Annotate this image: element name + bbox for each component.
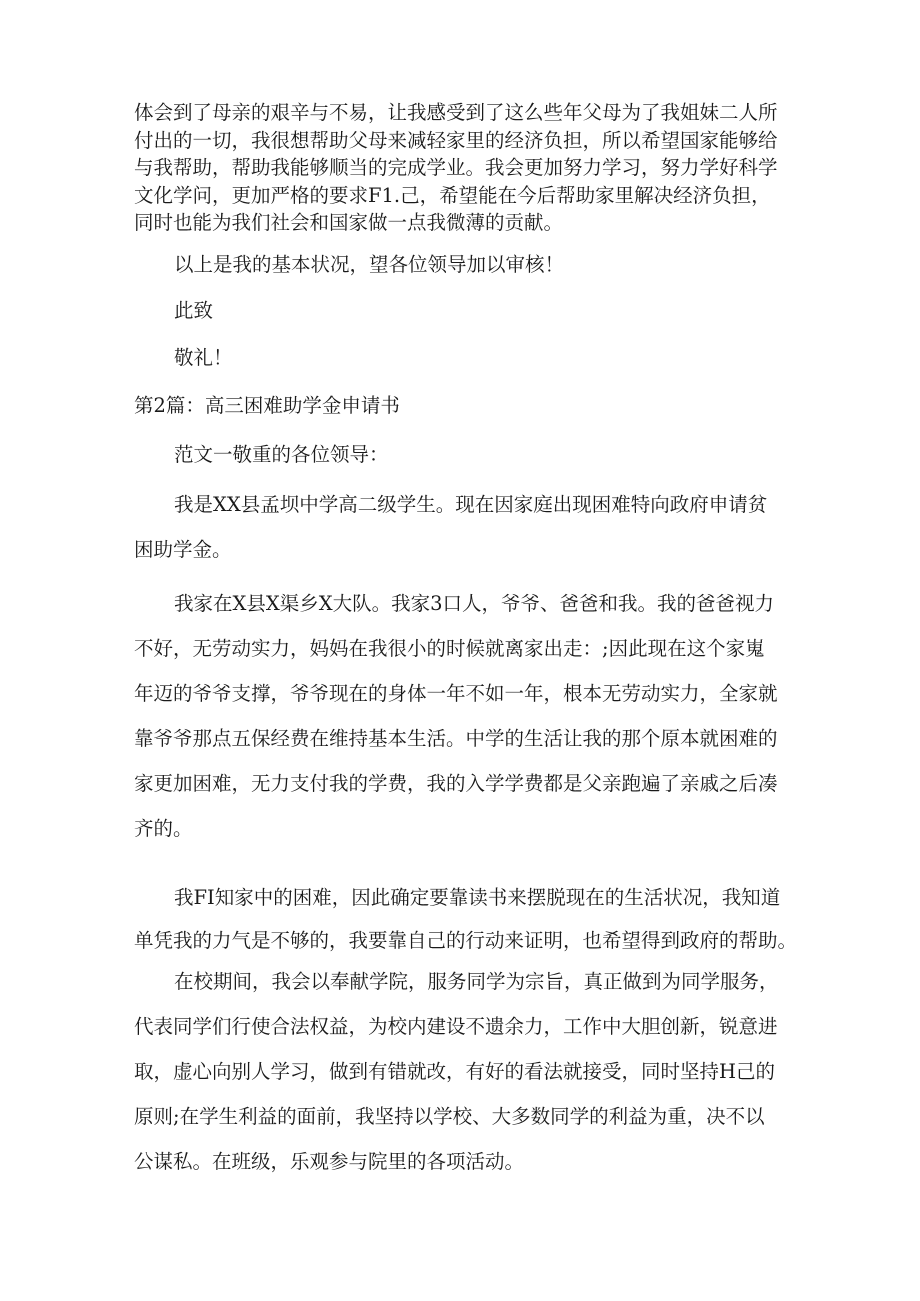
- text-line: 以上是我的基本状况，望各位领导加以审核！: [174, 253, 565, 276]
- text-line: 体会到了母亲的艰辛与不易，让我感受到了这么些年父母为了我姐妹二人所: [134, 101, 778, 124]
- paragraph-2: [134, 252, 794, 278]
- closing-salutation: [134, 298, 794, 324]
- text-line: 我是XX县孟坝中学高二级学生。现在因家庭出现困难特向政府申请贫: [174, 493, 768, 516]
- text-line: 靠爷爷那点五保经费在维持基本生活。中学的生活让我的那个原本就困难的: [134, 727, 778, 750]
- text-line: 付出的一切，我很想帮助父母来减轻家里的经济负担，所以希望国家能够给: [134, 128, 778, 152]
- text-line: 第2篇：高三困难助学金申请书: [134, 394, 400, 417]
- text-line: 在校期间，我会以奉献学院，服务同学为宗旨，真正做到为同学服务，: [174, 970, 779, 993]
- text-line: 年迈的爷爷支撑，爷爷现在的身体一年不如一年，根本无劳动实力，全家就: [134, 682, 778, 705]
- text-line: 齐的。: [134, 817, 193, 840]
- text-line: 文化学问，更加严格的要求F1.己，希望能在今后帮助家里解决经济负担，: [134, 183, 771, 207]
- text-line: 与我帮助，帮助我能够顺当的完成学业。我会更加努力学习，努力学好科学: [134, 156, 778, 179]
- paragraph-family: [134, 581, 794, 851]
- text-line: 原则;在学生利益的面前，我坚持以学校、大多数同学的利益为重，决不以: [134, 1105, 765, 1128]
- text-line: 单凭我的力气是不够的，我要靠自己的行动来证明，也希望得到政府的帮助。: [134, 929, 798, 952]
- paragraph-resolve: [134, 876, 798, 962]
- text-line: 敬礼！: [174, 346, 233, 369]
- paragraph-1: [134, 99, 794, 237]
- text-line: 此致: [174, 299, 214, 322]
- text-line: 我家在X县X渠乡X大队。我家3口人，爷爷、爸爸和我。我的爸爸视力: [174, 592, 775, 615]
- text-line: 不好，无劳动实力，妈妈在我很小的时候就离家出走：;因此现在这个家嵬: [134, 637, 765, 660]
- text-line: 取，虚心向别人学习，做到有错就改，有好的看法就接受，同时坚持H己的: [134, 1060, 776, 1083]
- text-line: 范文一敬重的各位领导：: [174, 443, 389, 466]
- section-heading: [134, 393, 794, 419]
- text-line: 代表同学们行使合法权益，为校内建设不遗余力，工作中大胆创新，锐意进: [134, 1015, 778, 1038]
- text-line: 困助学金。: [134, 538, 232, 561]
- greeting: [134, 442, 794, 468]
- text-line: 同时也能为我们社会和国家做一点我微薄的贡献。: [134, 211, 564, 234]
- text-line: 家更加困难，无力支付我的学费，我的入学学费都是父亲跑遍了亲戚之后凑: [134, 772, 778, 795]
- paragraph-intro: [134, 482, 794, 572]
- paragraph-school: [134, 959, 794, 1184]
- closing-regards: [134, 345, 794, 371]
- text-line: 公谋私。在班级，乐观参与院里的各项活动。: [134, 1150, 525, 1173]
- text-line: 我FI知家中的困难，因此确定要靠读书来摆脱现在的生活状况，我知道: [174, 886, 781, 909]
